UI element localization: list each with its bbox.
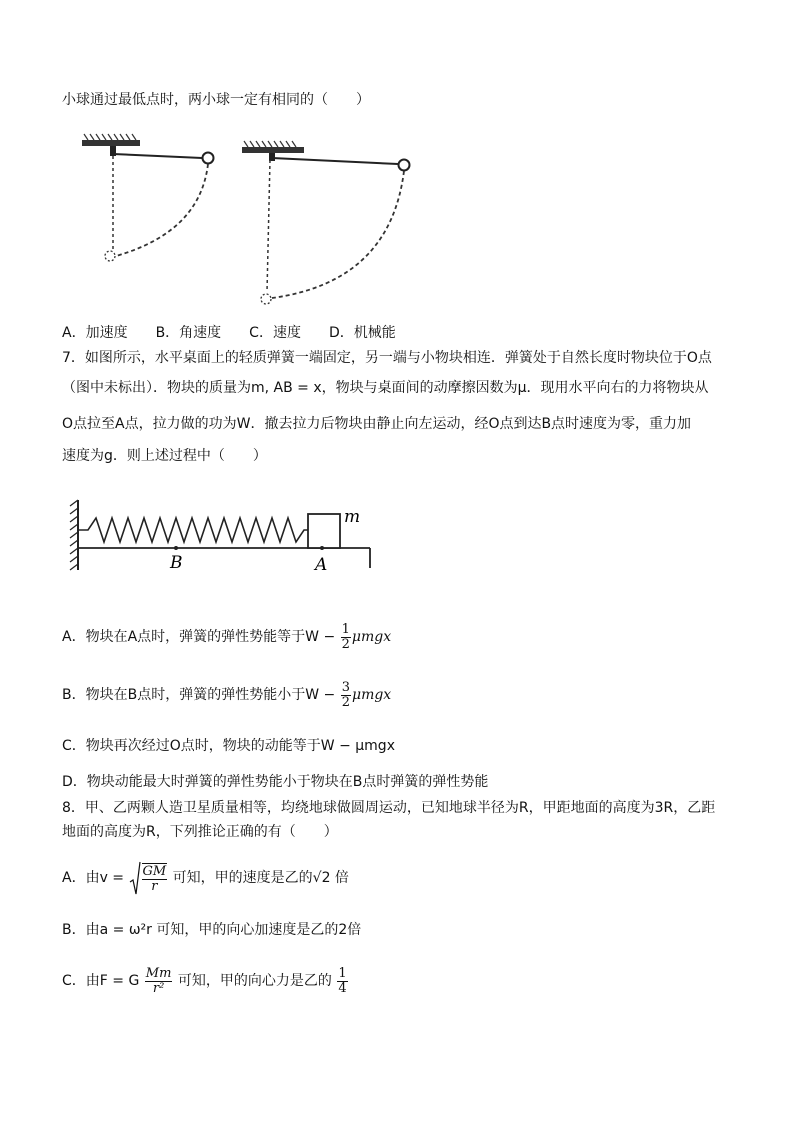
q7-optA-den: 2 <box>341 636 350 652</box>
q8-optC-den: r² <box>152 980 165 996</box>
q8-optC-num: Mm <box>145 965 172 981</box>
spring-figure <box>66 496 386 576</box>
q8-option-b: B．由a = ω²r 可知，甲的向心加速度是乙的2倍 <box>62 922 362 938</box>
q7-option-b <box>62 680 391 710</box>
q7-option-d: D．物块动能最大时弹簧的弹性势能小于物块在B点时弹簧的弹性势能 <box>62 774 489 790</box>
q7-optB-post: μmgx <box>351 687 392 703</box>
q6-options: A．加速度 B．角速度 C．速度 D．机械能 <box>62 325 396 341</box>
q8-optC-fraction <box>145 967 173 996</box>
q8-optA-den: r <box>151 878 158 894</box>
q6-stem: 小球通过最低点时，两小球一定有相同的（ ） <box>62 92 370 108</box>
q8-optC-pre: C．由F = G <box>62 973 140 989</box>
q7-line2: （图中未标出）．物块的质量为m, AB = x，物块与桌面间的动摩擦因数为μ．现用水平向右的力将物块从 <box>62 380 709 396</box>
q8-line2: 地面的高度为R，下列推论正确的有（ ） <box>62 824 338 840</box>
spring-coil <box>78 518 308 542</box>
q8-option-c <box>62 964 349 998</box>
q8-optA-pre: A．由v = <box>62 870 125 886</box>
sqrt-symbol <box>129 860 141 896</box>
q7-optB-fraction <box>341 681 351 710</box>
q7-line1 <box>62 348 712 368</box>
block <box>308 514 340 548</box>
q8-optA-fraction <box>142 863 168 894</box>
q7-line1-text: 7．如图所示，水平桌面上的轻质弹簧一端固定，另一端与小物块相连．弹簧处于自然长度时物块位于 <box>62 350 687 366</box>
q7-line1-tail: O点 <box>686 350 712 366</box>
label-A: A <box>315 555 328 575</box>
q7-optA-num: 1 <box>341 621 350 637</box>
q7-optB-den: 2 <box>341 694 350 710</box>
q8-option-a <box>62 860 349 896</box>
q8-optC-fnum: 1 <box>338 965 347 981</box>
q8-line1: 8．甲、乙两颗人造卫星质量相等，均绕地球做圆周运动，已知地球半径为R，甲距地面的高度为3R，乙距 <box>62 800 716 816</box>
q7-optA-fraction <box>341 623 351 652</box>
q7-option-c: C．物块再次经过O点时，物块的动能等于W − μmgx <box>62 738 395 754</box>
left-pendulum <box>82 134 214 261</box>
q7-optA-post: μmgx <box>351 629 392 645</box>
q7-option-a <box>62 622 391 652</box>
label-B: B <box>170 553 183 573</box>
label-m: m <box>344 507 361 527</box>
pendulum-figure <box>60 132 500 332</box>
q8-optC-post: 可知，甲的向心力是乙的 <box>177 973 332 989</box>
q7-optA-pre: A．物块在A点时，弹簧的弹性势能等于W − <box>62 629 336 645</box>
right-pendulum <box>242 141 410 304</box>
q8-optC-result-fraction <box>337 967 347 996</box>
q7-optB-num: 3 <box>341 679 350 695</box>
q7-line4: 速度为g．则上述过程中（ ） <box>62 448 267 464</box>
q8-optC-fden: 4 <box>338 980 347 996</box>
q8-optA-num: GM <box>142 863 167 879</box>
q7-optB-pre: B．物块在B点时，弹簧的弹性势能小于W − <box>62 687 336 703</box>
q8-optA-post: 可知，甲的速度是乙的√2 倍 <box>172 870 349 886</box>
q7-line3: O点拉至A点，拉力做的功为W．撤去拉力后物块由静止向左运动，经O点到达B点时速度为零，重力加 <box>62 416 692 432</box>
